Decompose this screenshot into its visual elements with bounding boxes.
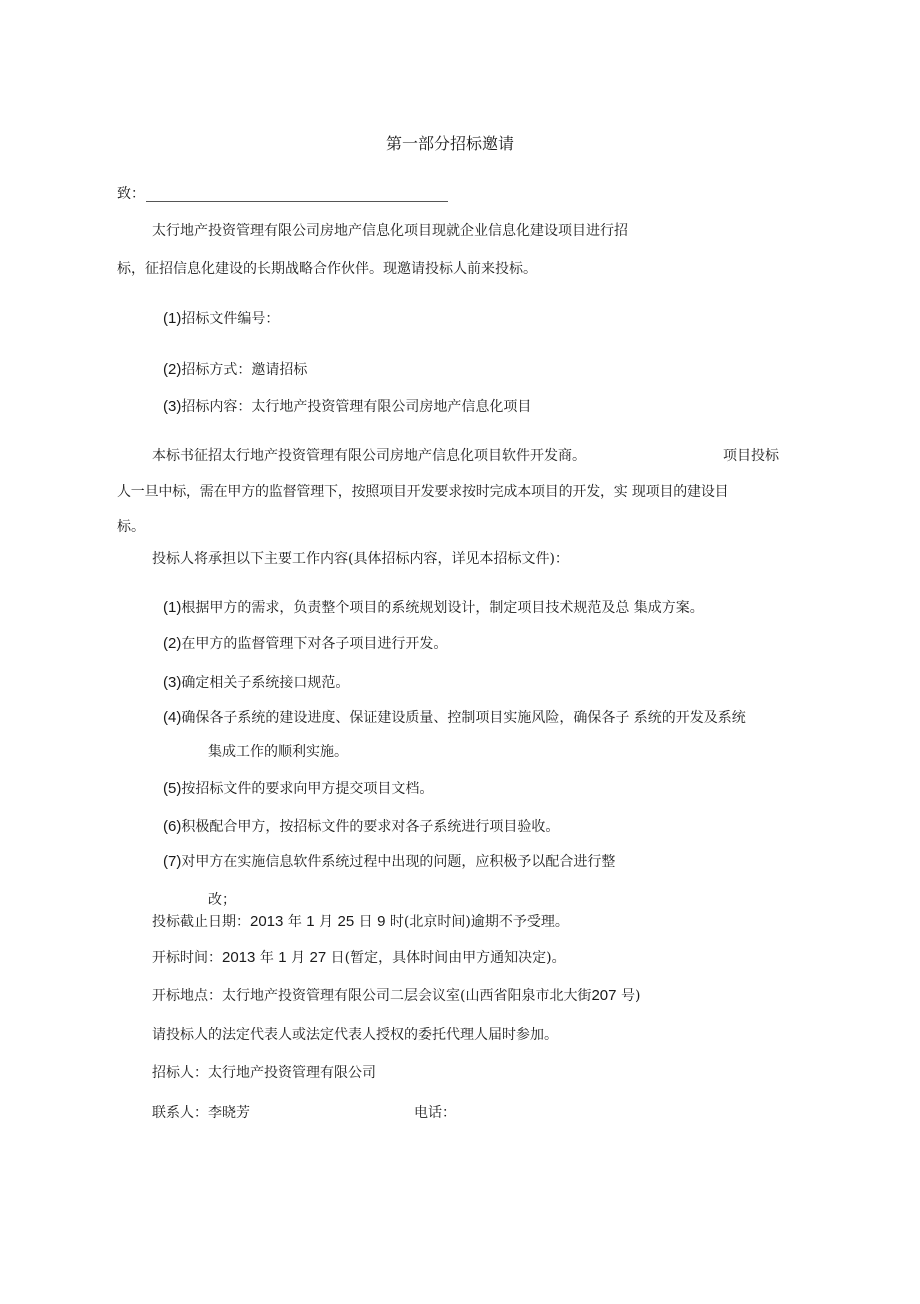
deadline-month: 1: [306, 913, 315, 930]
item-3: [163, 397, 531, 417]
task-number: (2): [163, 635, 182, 652]
location-text: 开标地点：太行地产投资管理有限公司二层会议室(山西省阳泉市北大街: [152, 988, 592, 1004]
task-number: (3): [163, 674, 182, 691]
open-time: [152, 948, 566, 968]
deadline-year-unit: 年: [287, 914, 302, 930]
task-text: 按招标文件的要求向甲方提交项目文档。: [181, 781, 434, 797]
open-time-note: 日(暂定，具体时间由甲方通知决定)。: [330, 950, 566, 966]
task-text: 确定相关子系统接口规范。: [181, 675, 350, 691]
task-4: [163, 708, 746, 728]
task-1: [163, 598, 704, 618]
task-4-continued: 集成工作的顺利实施。: [208, 744, 348, 760]
open-time-month-unit: 月: [291, 950, 306, 966]
item-number: (1): [163, 310, 182, 327]
para3: 投标人将承担以下主要工作内容(具体招标内容，详见本招标文件)：: [152, 551, 569, 567]
location: [152, 986, 640, 1006]
task-2: [163, 634, 447, 654]
task-5: [163, 779, 433, 799]
para2-line-1b: 项目投标: [723, 448, 779, 464]
deadline-day-unit: 日: [358, 914, 373, 930]
item-text: 招标内容：太行地产投资管理有限公司房地产信息化项目: [181, 399, 532, 415]
deadline-day: 25: [337, 913, 355, 930]
task-text: 确保各子系统的建设进度、保证建设质量、控制项目实施风险，确保各子 系统的开发及系统: [181, 710, 746, 726]
intro-line-2: 标，征招信息化建设的长期战略合作伙伴。现邀请投标人前来投标。: [117, 261, 537, 277]
deadline-note: 时(北京时间)逾期不予受理。: [389, 914, 569, 930]
deadline: [152, 912, 569, 932]
task-text: 在甲方的监督管理下对各子项目进行开发。: [181, 636, 448, 652]
item-number: (2): [163, 361, 182, 378]
phone-label: 电话：: [414, 1105, 456, 1121]
deadline-month-unit: 月: [319, 914, 334, 930]
task-3: [163, 673, 349, 693]
open-time-month: 1: [278, 949, 287, 966]
task-number: (7): [163, 853, 182, 870]
item-2: [163, 360, 307, 380]
location-number: 207: [591, 987, 617, 1004]
task-number: (4): [163, 709, 182, 726]
task-7: [163, 852, 615, 872]
para2-line-3: 标。: [117, 519, 145, 535]
open-time-year-unit: 年: [259, 950, 274, 966]
page-title: 第一部分招标邀请: [386, 134, 515, 153]
to-label: 致：: [117, 186, 145, 202]
intro-line-1: 太行地产投资管理有限公司房地产信息化项目现就企业信息化建设项目进行招: [152, 223, 628, 239]
tenderer: 招标人：太行地产投资管理有限公司: [152, 1065, 376, 1081]
item-text: 招标文件编号：: [181, 311, 280, 327]
task-7-continued: 改；: [208, 892, 236, 908]
para2-line-1a: 本标书征招太行地产投资管理有限公司房地产信息化项目软件开发商。: [152, 448, 586, 464]
open-time-year: 2013: [222, 949, 256, 966]
item-number: (3): [163, 398, 182, 415]
deadline-label: 投标截止日期：: [152, 914, 250, 930]
deadline-hour: 9: [377, 913, 386, 930]
task-text: 对甲方在实施信息软件系统过程中出现的问题，应积极予以配合进行整: [181, 854, 616, 870]
contact-person: 联系人：李晓芳: [152, 1105, 250, 1121]
task-number: (1): [163, 599, 182, 616]
task-number: (5): [163, 780, 182, 797]
task-number: (6): [163, 818, 182, 835]
attend-note: 请投标人的法定代表人或法定代表人授权的委托代理人届时参加。: [152, 1027, 558, 1043]
task-text: 积极配合甲方，按招标文件的要求对各子系统进行项目验收。: [181, 819, 560, 835]
item-1: [163, 309, 279, 329]
location-suffix: 号): [620, 988, 641, 1004]
task-text: 根据甲方的需求，负责整个项目的系统规划设计，制定项目技术规范及总 集成方案。: [181, 600, 704, 616]
open-time-label: 开标时间：: [152, 950, 222, 966]
task-6: [163, 817, 559, 837]
item-text: 招标方式：邀请招标: [181, 362, 308, 378]
to-underline: [146, 201, 448, 202]
open-time-day: 27: [309, 949, 327, 966]
para2-line-2: 人一旦中标，需在甲方的监督管理下，按照项目开发要求按时完成本项目的开发，实 现项目的建设目: [117, 484, 729, 500]
deadline-year: 2013: [250, 913, 284, 930]
